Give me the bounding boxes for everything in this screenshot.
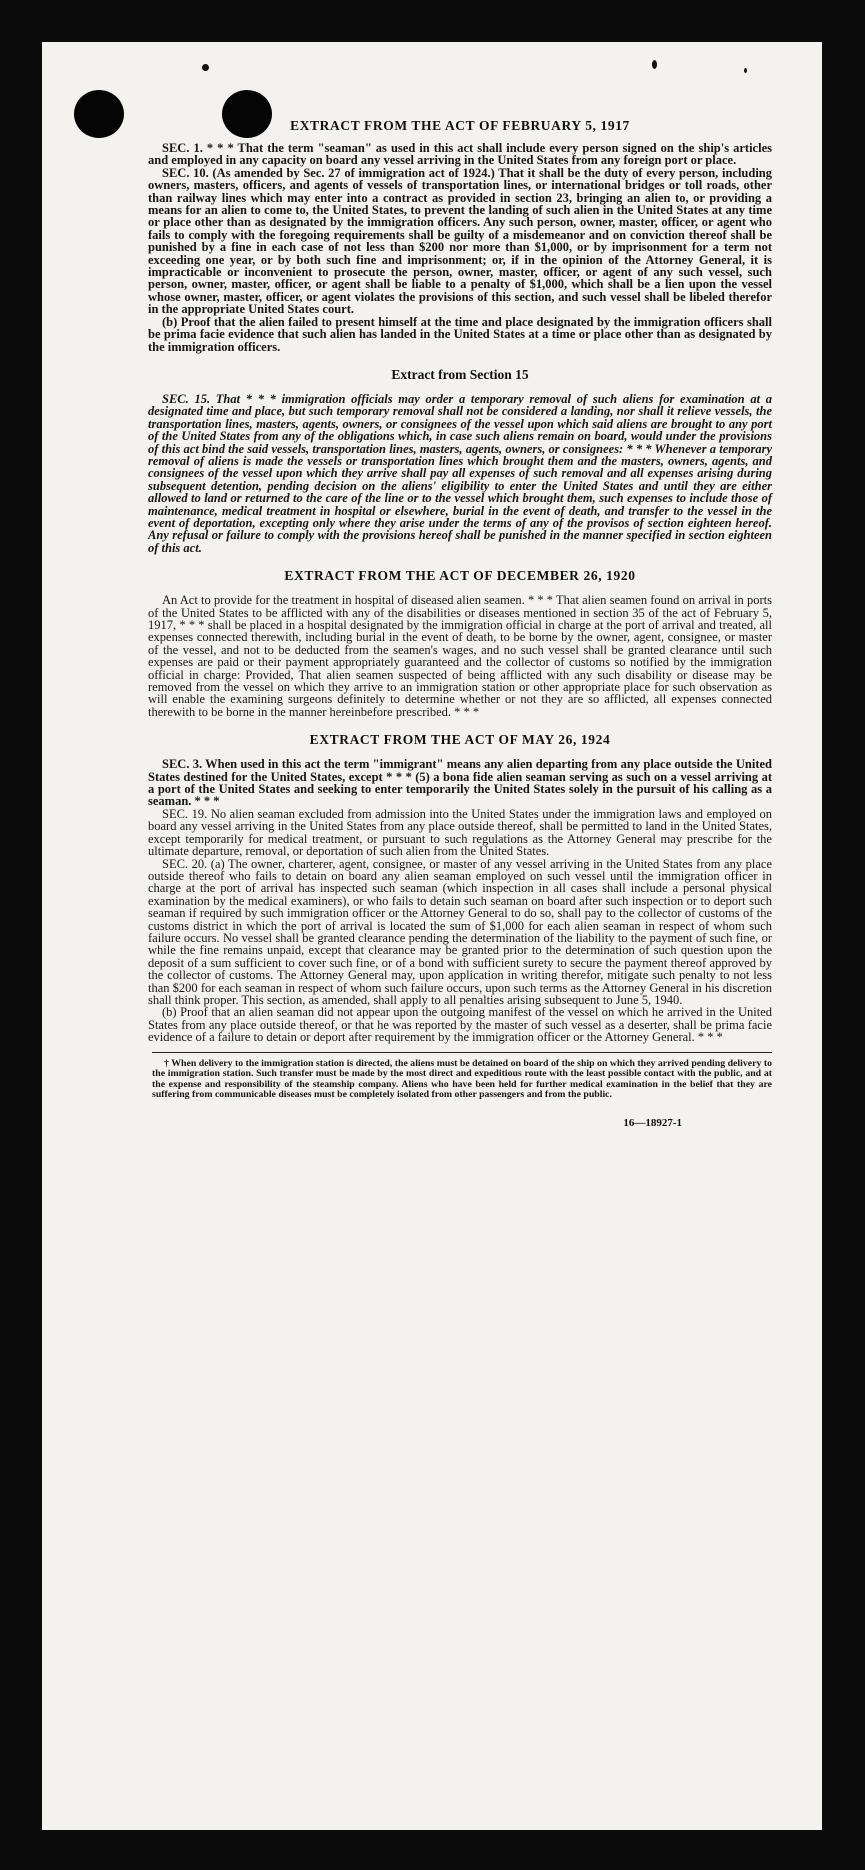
document-page: [42, 42, 822, 1830]
speck: [744, 68, 747, 73]
form-number: 16—18927-1: [623, 1116, 682, 1129]
speck: [652, 60, 657, 69]
section-1: SEC. 1. * * * That the term "seaman" as used in this act shall include every person signed on the ship's articles and employed in any capacity on board any vessel arriving in the United States from any foreign port or place.: [148, 141, 772, 168]
section-20-a: SEC. 20. (a) The owner, charterer, agent, consignee, or master of any vessel arriving in the United States from any place outside thereof who fails to detain on board any alien seaman employed on such vessel until the immigration officer in charge at the port of arrival has inspected such seaman (which inspection in all cases shall include a personal physical examination by the medical examiners), or who fails to detain such seaman on board after such inspection or to deport such seaman if required by such immigration officer or the Attorney General to do so, shall pay to the collector of customs of the customs district in which the port of arrival is located the sum of $1,000 for each alien seaman in respect of whom such failure occurs. No vessel shall be granted clearance pending the determination of the liability to the payment of such fine, or while the fine remains unpaid, except that clearance may be granted prior to the determination of such question upon the deposit of a sum sufficient to cover such fine, or of a bond with sufficient surety to secure the payment thereof approved by the collector of customs. The Attorney General may, upon application in writing therefor, mitigate such penalty to not less than $200 for each seaman in respect of whom such failure occurs, upon such terms as the Attorney General in his discretion shall think proper. This section, as amended, shall apply to all penalties arising subsequent to June 5, 1940.: [148, 856, 772, 1007]
section-19: SEC. 19. No alien seaman excluded from admission into the United States under the immigration laws and employed on board any vessel arriving in the United States from any place outside thereof, shall be permitted to land in the United States, except temporarily for medical treatment, or pursuant to such regulations as the Attorney General may prescribe for the ultimate departure, removal, or deportation of such alien from the United States.: [148, 806, 772, 859]
act-1920-text: An Act to provide for the treatment in hospital of diseased alien seamen. * * * That alien seamen found on arrival in ports of the United States to be afflicted with any of the disabilities or diseases mentioned in section 35 of the act of February 5, 1917, * * * shall be placed in a hospital designated by the immigration official in charge at the port of arrival and treated, all expenses connected therewith, including burial in the event of death, to be borne by the owner, agent, consignee, or master of the vessel, and not to be deducted from the seamen's wages, and no such vessel shall be granted clearance until such expenses are paid or their payment appropriately guaranteed and the collector of customs so notified by the immigration official in charge: Provided, That alien seamen suspected of being afflicted with any such disability or disease may be removed from the vessel on which they arrive to an immigration station or other appropriate place for such observation as will enable the examining surgeons definitely to determine whether or not they are so afflicted, all expenses connected therewith to be borne in the manner hereinbefore prescribed. * * *: [148, 593, 772, 719]
section-10-b: (b) Proof that the alien failed to present himself at the time and place designated by the immigration officers shall be prima facie evidence that such alien has landed in the United States at a time or place other than as designated by the immigration officers.: [148, 314, 772, 354]
punch-hole-left: [74, 90, 124, 138]
heading-act-1920: EXTRACT FROM THE ACT OF DECEMBER 26, 1920: [284, 568, 636, 584]
heading-act-1917: EXTRACT FROM THE ACT OF FEBRUARY 5, 1917: [290, 118, 630, 133]
section-20-b: (b) Proof that an alien seaman did not appear upon the outgoing manifest of the vessel on which he arrived in the United States from any place outside thereof, or that he was reported by the master of such vessel as a deserter, shall be prima facie evidence of a failure to detain or deport after requirement by the immigration officer or the Attorney General. * * *: [148, 1005, 772, 1045]
punch-hole-right: [222, 90, 272, 138]
footnote: [152, 1052, 772, 1101]
footnote-text: † When delivery to the immigration station is directed, the aliens must be detained on board of the ship on which they arrived pending delivery to the immigration station. Such transfer must be made by the most direct and expeditious route with the least possible contact with the public, and at the expense and responsibility of the steamship company. Aliens who have been held for further medical examination in the belief that they are suffering from communicable diseases must be completely isolated from other passengers and from the public.: [152, 1057, 772, 1101]
speck: [202, 64, 209, 71]
section-3: SEC. 3. When used in this act the term "immigrant" means any alien departing from any place outside the United States destined for the United States, except * * * (5) a bona fide alien seaman serving as such on a vessel arriving at a port of the United States and seeking to enter temporarily the United States solely in the pursuit of his calling as a seaman. * * *: [148, 757, 772, 809]
heading-section-15: Extract from Section 15: [391, 366, 529, 382]
section-15: SEC. 15. That * * * immigration officials may order a temporary removal of such aliens for examination at a designated time and place, but such temporary removal shall not be considered a landing, nor shall it relieve vessels, the transportation lines, masters, agents, owners, or consignees of the vessel upon which said aliens are brought to any port of the United States from any of the obligations which, in case such aliens remain on board, would under the provisions of this act bind the said vessels, transportation lines, masters, agents, owners, or consignees: * * * Whenever a temporary removal of aliens is made the vessels or transportation lines which brought them and the masters, owners, agents, and consignees of the vessel upon which they arrive shall pay all expenses of such removal and all expenses arising during subsequent detention, pending decision on the aliens' eligibility to enter the United States and until they are either allowed to land or returned to the care of the line or to the vessel which brought them, such expenses to include those of maintenance, medical treatment in hospital or elsewhere, burial in the event of death, and transfer to the vessel in the event of deportation, excepting only where they arise under the terms of any of the provisos of section eighteen hereof. Any refusal or failure to comply with the provisions hereof shall be punished in the manner specified in section eighteen of this act.: [148, 391, 772, 555]
heading-act-1924: EXTRACT FROM THE ACT OF MAY 26, 1924: [309, 732, 611, 748]
section-10: SEC. 10. (As amended by Sec. 27 of immigration act of 1924.) That it shall be the duty of every person, including owners, masters, officers, and agents of vessels of transportation lines, or international bridges or toll roads, other than railway lines which may enter into a contract as provided in section 23, bringing an alien to, or providing a means for an alien to come to, the United States, to prevent the landing of such alien in the United States at any time or place other than as designated by the immigration officers. Any such person, owner, master, officer, or agent who fails to comply with the foregoing requirements shall be guilty of a misdemeanor and on conviction thereof shall be punished by a fine in each case of not less than $200 nor more than $1,000, or by imprisonment for a term not exceeding one year, or by both such fine and imprisonment; or, if in the opinion of the Attorney General, it is impracticable or inconvenient to prosecute the person, owner, master, officer, or agent of any such vessel, such person, owner, master, officer, or agent shall be liable to a penalty of $1,000, which shall be a lien upon the vessel whose owner, master, officer, or agent violates the provisions of this section, and such vessel shall be libeled therefor in the appropriate United States court.: [148, 165, 772, 317]
